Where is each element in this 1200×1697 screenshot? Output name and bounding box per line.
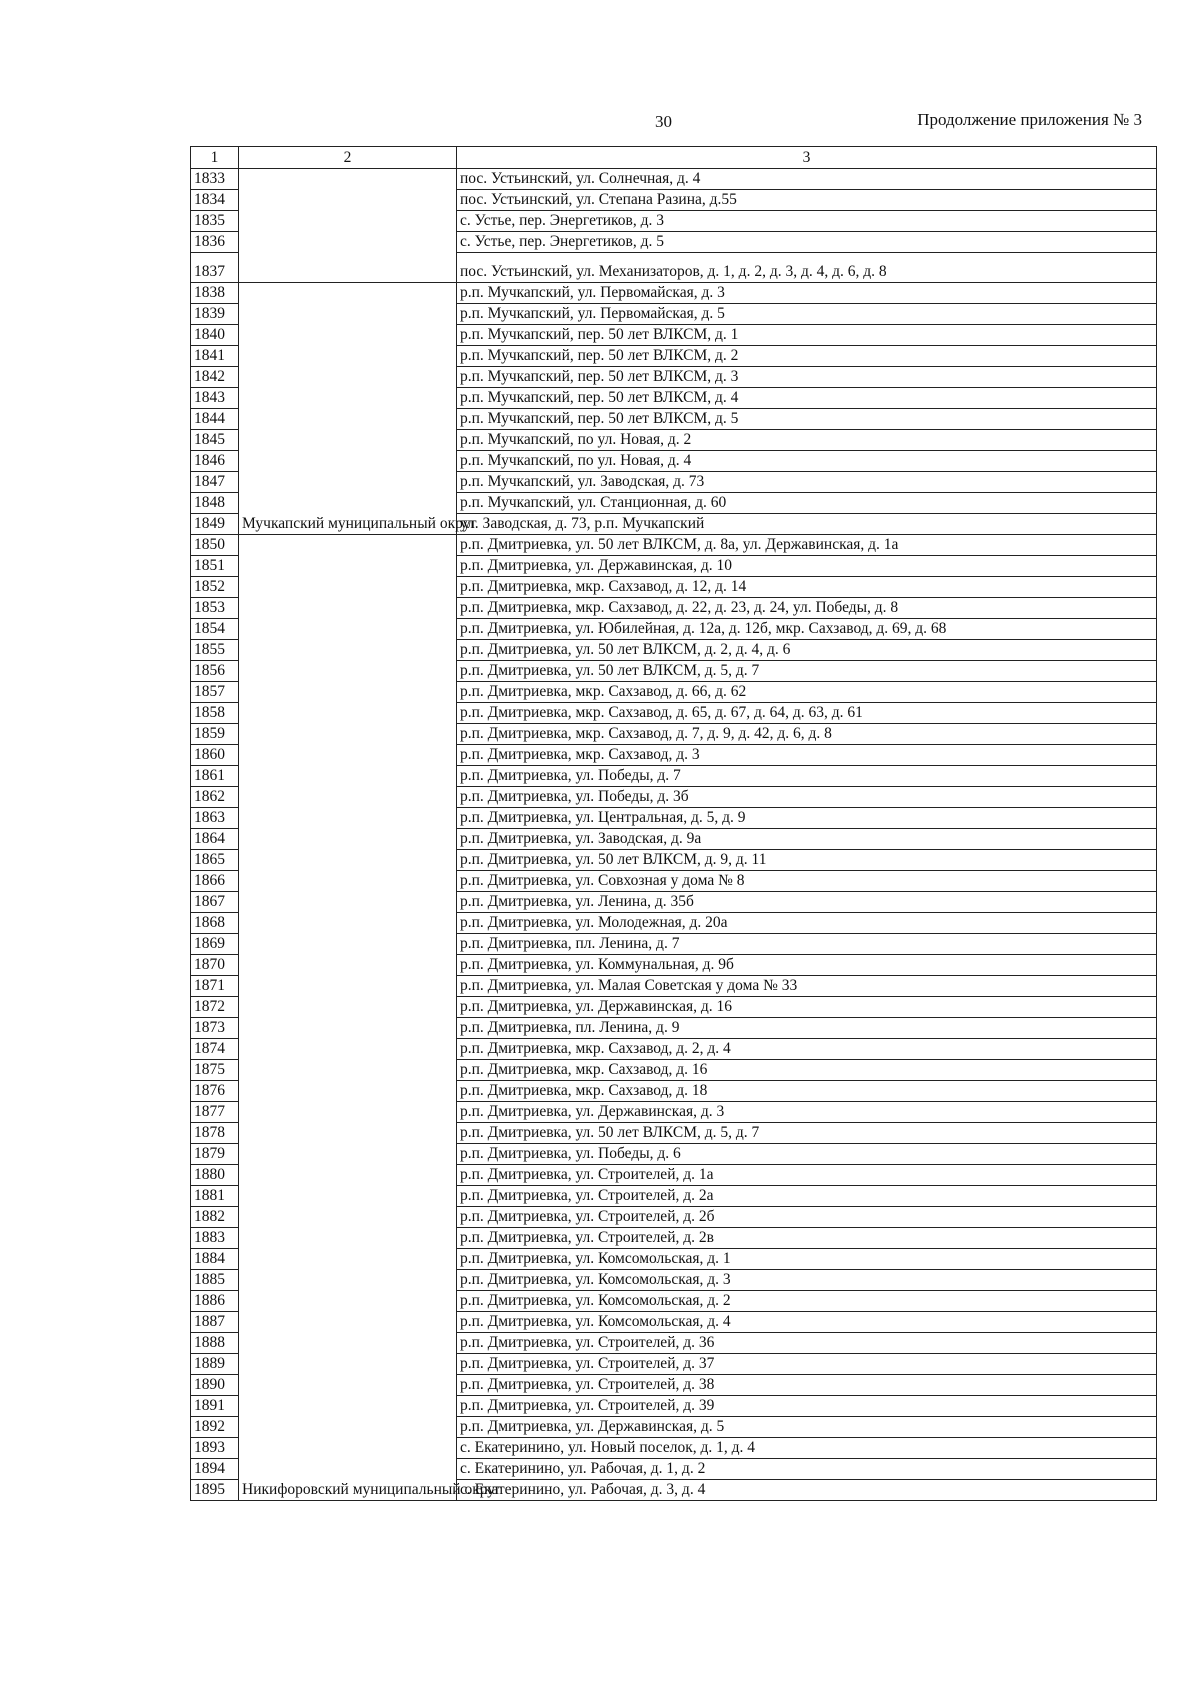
row-number: 1879 (191, 1144, 239, 1165)
row-number: 1863 (191, 808, 239, 829)
table-row (191, 283, 1157, 304)
address-cell: р.п. Дмитриевка, ул. Строителей, д. 2в (457, 1228, 1157, 1249)
row-number: 1848 (191, 493, 239, 514)
address-cell: с. Екатеринино, ул. Рабочая, д. 1, д. 2 (457, 1459, 1157, 1480)
address-cell: р.п. Мучкапский, по ул. Новая, д. 2 (457, 430, 1157, 451)
address-cell: р.п. Дмитриевка, ул. Строителей, д. 2а (457, 1186, 1157, 1207)
address-cell: р.п. Дмитриевка, мкр. Сахзавод, д. 18 (457, 1081, 1157, 1102)
row-number: 1880 (191, 1165, 239, 1186)
row-number: 1859 (191, 724, 239, 745)
row-number: 1856 (191, 661, 239, 682)
address-cell: р.п. Дмитриевка, пл. Ленина, д. 7 (457, 934, 1157, 955)
row-number: 1845 (191, 430, 239, 451)
district-name (239, 169, 457, 283)
column-header: 1 (191, 147, 239, 169)
row-number: 1871 (191, 976, 239, 997)
address-cell: р.п. Дмитриевка, ул. Державинская, д. 10 (457, 556, 1157, 577)
address-cell: р.п. Дмитриевка, ул. Державинская, д. 5 (457, 1417, 1157, 1438)
row-number: 1882 (191, 1207, 239, 1228)
address-cell: ул. Заводская, д. 73, р.п. Мучкапский (457, 514, 1157, 535)
row-number: 1833 (191, 169, 239, 190)
row-number: 1838 (191, 283, 239, 304)
row-number: 1873 (191, 1018, 239, 1039)
row-number: 1872 (191, 997, 239, 1018)
table-row (191, 169, 1157, 190)
row-number: 1835 (191, 211, 239, 232)
row-number: 1853 (191, 598, 239, 619)
address-cell: пос. Устьинский, ул. Солнечная, д. 4 (457, 169, 1157, 190)
address-cell: р.п. Дмитриевка, ул. Державинская, д. 3 (457, 1102, 1157, 1123)
address-cell: пос. Устьинский, ул. Механизаторов, д. 1, д. 2, д. 3, д. 4, д. 6, д. 8 (457, 253, 1157, 283)
row-number: 1870 (191, 955, 239, 976)
row-number: 1852 (191, 577, 239, 598)
row-number: 1854 (191, 619, 239, 640)
row-number: 1839 (191, 304, 239, 325)
address-cell: р.п. Дмитриевка, ул. Заводская, д. 9а (457, 829, 1157, 850)
address-cell: р.п. Дмитриевка, ул. Юбилейная, д. 12а, д. 12б, мкр. Сахзавод, д. 69, д. 68 (457, 619, 1157, 640)
row-number: 1851 (191, 556, 239, 577)
row-number: 1886 (191, 1291, 239, 1312)
address-cell: р.п. Дмитриевка, ул. Комсомольская, д. 2 (457, 1291, 1157, 1312)
address-cell: р.п. Дмитриевка, ул. Центральная, д. 5, д. 9 (457, 808, 1157, 829)
row-number: 1878 (191, 1123, 239, 1144)
address-cell: р.п. Дмитриевка, ул. Совхозная у дома № 8 (457, 871, 1157, 892)
address-cell: р.п. Мучкапский, ул. Первомайская, д. 3 (457, 283, 1157, 304)
row-number: 1858 (191, 703, 239, 724)
page-number: 30 (655, 112, 672, 131)
address-cell: р.п. Дмитриевка, ул. Строителей, д. 38 (457, 1375, 1157, 1396)
address-registry-table (190, 146, 1157, 1501)
district-name: Никифоровский муниципальный округ (239, 535, 457, 1501)
address-cell: р.п. Дмитриевка, ул. 50 лет ВЛКСМ, д. 2, д. 4, д. 6 (457, 640, 1157, 661)
row-number: 1883 (191, 1228, 239, 1249)
address-cell: р.п. Дмитриевка, ул. Строителей, д. 37 (457, 1354, 1157, 1375)
row-number: 1892 (191, 1417, 239, 1438)
address-cell: с. Устье, пер. Энергетиков, д. 3 (457, 211, 1157, 232)
address-cell: с. Устье, пер. Энергетиков, д. 5 (457, 232, 1157, 253)
address-cell: р.п. Дмитриевка, мкр. Сахзавод, д. 3 (457, 745, 1157, 766)
address-cell: р.п. Дмитриевка, мкр. Сахзавод, д. 22, д. 23, д. 24, ул. Победы, д. 8 (457, 598, 1157, 619)
row-number: 1877 (191, 1102, 239, 1123)
address-cell: р.п. Дмитриевка, ул. 50 лет ВЛКСМ, д. 8а, ул. Державинская, д. 1а (457, 535, 1157, 556)
address-cell: р.п. Дмитриевка, ул. Победы, д. 7 (457, 766, 1157, 787)
row-number: 1855 (191, 640, 239, 661)
address-cell: р.п. Мучкапский, пер. 50 лет ВЛКСМ, д. 2 (457, 346, 1157, 367)
address-cell: р.п. Дмитриевка, ул. 50 лет ВЛКСМ, д. 5, д. 7 (457, 1123, 1157, 1144)
row-number: 1834 (191, 190, 239, 211)
address-cell: р.п. Мучкапский, по ул. Новая, д. 4 (457, 451, 1157, 472)
table-row (191, 535, 1157, 556)
row-number: 1860 (191, 745, 239, 766)
table-body (191, 169, 1157, 1501)
address-cell: р.п. Дмитриевка, ул. Коммунальная, д. 9б (457, 955, 1157, 976)
row-number: 1869 (191, 934, 239, 955)
address-cell: с. Екатеринино, ул. Рабочая, д. 3, д. 4 (457, 1480, 1157, 1501)
address-cell: р.п. Мучкапский, ул. Заводская, д. 73 (457, 472, 1157, 493)
row-number: 1840 (191, 325, 239, 346)
row-number: 1857 (191, 682, 239, 703)
address-cell: р.п. Дмитриевка, ул. Строителей, д. 1а (457, 1165, 1157, 1186)
address-cell: р.п. Мучкапский, пер. 50 лет ВЛКСМ, д. 3 (457, 367, 1157, 388)
address-cell: р.п. Дмитриевка, мкр. Сахзавод, д. 16 (457, 1060, 1157, 1081)
row-number: 1893 (191, 1438, 239, 1459)
address-cell: р.п. Дмитриевка, мкр. Сахзавод, д. 65, д. 67, д. 64, д. 63, д. 61 (457, 703, 1157, 724)
address-cell: р.п. Мучкапский, пер. 50 лет ВЛКСМ, д. 1 (457, 325, 1157, 346)
address-cell: р.п. Мучкапский, ул. Станционная, д. 60 (457, 493, 1157, 514)
row-number: 1841 (191, 346, 239, 367)
row-number: 1891 (191, 1396, 239, 1417)
row-number: 1889 (191, 1354, 239, 1375)
row-number: 1875 (191, 1060, 239, 1081)
row-number: 1861 (191, 766, 239, 787)
address-cell: р.п. Дмитриевка, ул. Строителей, д. 2б (457, 1207, 1157, 1228)
row-number: 1884 (191, 1249, 239, 1270)
row-number: 1849 (191, 514, 239, 535)
address-cell: р.п. Дмитриевка, ул. Комсомольская, д. 3 (457, 1270, 1157, 1291)
address-cell: р.п. Дмитриевка, мкр. Сахзавод, д. 66, д. 62 (457, 682, 1157, 703)
appendix-continuation-label: Продолжение приложения № 3 (917, 110, 1142, 129)
row-number: 1837 (191, 253, 239, 283)
address-cell: р.п. Дмитриевка, ул. Победы, д. 6 (457, 1144, 1157, 1165)
address-cell: р.п. Дмитриевка, мкр. Сахзавод, д. 12, д. 14 (457, 577, 1157, 598)
address-cell: р.п. Дмитриевка, ул. Малая Советская у дома № 33 (457, 976, 1157, 997)
row-number: 1862 (191, 787, 239, 808)
address-cell: р.п. Мучкапский, пер. 50 лет ВЛКСМ, д. 4 (457, 388, 1157, 409)
row-number: 1867 (191, 892, 239, 913)
address-cell: р.п. Дмитриевка, ул. Строителей, д. 39 (457, 1396, 1157, 1417)
table-header-row (191, 147, 1157, 169)
row-number: 1846 (191, 451, 239, 472)
address-cell: р.п. Дмитриевка, ул. Комсомольская, д. 4 (457, 1312, 1157, 1333)
row-number: 1888 (191, 1333, 239, 1354)
address-cell: р.п. Дмитриевка, ул. Комсомольская, д. 1 (457, 1249, 1157, 1270)
address-cell: с. Екатеринино, ул. Новый поселок, д. 1, д. 4 (457, 1438, 1157, 1459)
address-cell: р.п. Дмитриевка, ул. Молодежная, д. 20а (457, 913, 1157, 934)
row-number: 1890 (191, 1375, 239, 1396)
address-cell: р.п. Дмитриевка, ул. 50 лет ВЛКСМ, д. 9, д. 11 (457, 850, 1157, 871)
address-cell: р.п. Дмитриевка, ул. Державинская, д. 16 (457, 997, 1157, 1018)
row-number: 1881 (191, 1186, 239, 1207)
row-number: 1843 (191, 388, 239, 409)
row-number: 1836 (191, 232, 239, 253)
row-number: 1844 (191, 409, 239, 430)
row-number: 1865 (191, 850, 239, 871)
row-number: 1894 (191, 1459, 239, 1480)
row-number: 1864 (191, 829, 239, 850)
address-cell: р.п. Мучкапский, ул. Первомайская, д. 5 (457, 304, 1157, 325)
address-cell: р.п. Дмитриевка, пл. Ленина, д. 9 (457, 1018, 1157, 1039)
address-cell: р.п. Дмитриевка, ул. Победы, д. 3б (457, 787, 1157, 808)
column-header: 3 (457, 147, 1157, 169)
address-cell: р.п. Дмитриевка, мкр. Сахзавод, д. 7, д. 9, д. 42, д. 6, д. 8 (457, 724, 1157, 745)
address-cell: пос. Устьинский, ул. Степана Разина, д.55 (457, 190, 1157, 211)
row-number: 1842 (191, 367, 239, 388)
row-number: 1868 (191, 913, 239, 934)
address-cell: р.п. Дмитриевка, ул. Ленина, д. 35б (457, 892, 1157, 913)
address-cell: р.п. Дмитриевка, ул. Строителей, д. 36 (457, 1333, 1157, 1354)
column-header: 2 (239, 147, 457, 169)
row-number: 1895 (191, 1480, 239, 1501)
address-cell: р.п. Дмитриевка, мкр. Сахзавод, д. 2, д. 4 (457, 1039, 1157, 1060)
row-number: 1866 (191, 871, 239, 892)
row-number: 1876 (191, 1081, 239, 1102)
address-cell: р.п. Мучкапский, пер. 50 лет ВЛКСМ, д. 5 (457, 409, 1157, 430)
row-number: 1874 (191, 1039, 239, 1060)
row-number: 1887 (191, 1312, 239, 1333)
row-number: 1850 (191, 535, 239, 556)
district-name: Мучкапский муниципальный округ (239, 283, 457, 535)
address-cell: р.п. Дмитриевка, ул. 50 лет ВЛКСМ, д. 5, д. 7 (457, 661, 1157, 682)
row-number: 1847 (191, 472, 239, 493)
row-number: 1885 (191, 1270, 239, 1291)
